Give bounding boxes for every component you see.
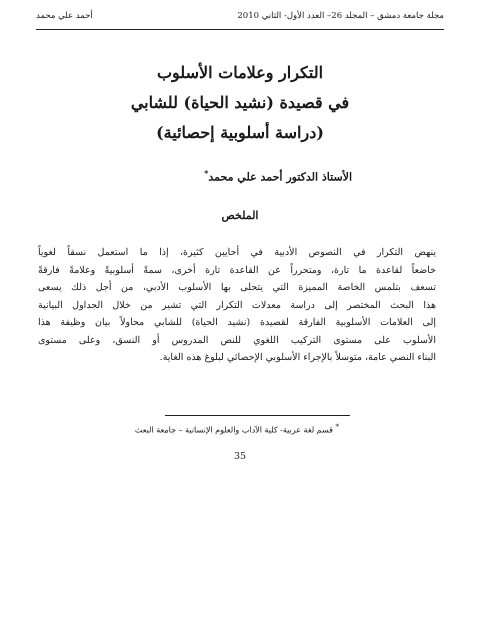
- footnote-text: قسم لغة عربية- كلية الآداب والعلوم الإنسانية – جامعة البعث: [134, 425, 333, 435]
- abstract-body: [38, 244, 436, 367]
- author-footnote-mark: *: [204, 168, 209, 178]
- footnote-mark: *: [335, 423, 339, 431]
- abstract-line: هذا البحث المختصر إلى دراسة معدلات التكرار التي تشير من خلال الجداول البيانية: [38, 299, 436, 311]
- header-rule: [36, 29, 444, 30]
- running-header-journal: مجلة جامعة دمشق – المجلد 26– العدد الأول- الثاني 2010: [237, 11, 444, 21]
- footnote: [135, 423, 339, 435]
- author-name: الأستاذ الدكتور أحمد علي محمد: [208, 170, 352, 184]
- author-byline: [204, 168, 352, 184]
- abstract-line: ينهض التكرار في النصوص الأدبية في أحايين كثيرة، إذا ما استعمل نسقاً لغوياً: [38, 247, 436, 258]
- title-line-2: في قصيدة (نشيد الحياة) للشابي: [130, 93, 350, 112]
- title-line-1: التكرار وعلامات الأسلوب: [156, 63, 324, 82]
- abstract-line: خاضعاً لقاعدة ما تارة، ومتحرراً عن القاعدة تارة أخرى، سمةً أسلوبيةً وعلامةً فارقةً: [38, 264, 436, 276]
- running-header-author: أحمد علي محمد: [36, 11, 93, 21]
- abstract-line: تسعف بتلمس الخاصة المميزة التي يتحلى بها الأسلوب الأدبي، من أجل ذلك يسعى: [38, 282, 436, 293]
- abstract-line: الأسلوب على مستوى التركيب اللغوي للنص المدروس أو النسق، وعلى مستوى: [38, 334, 436, 346]
- abstract-line: إلى العلامات الأسلوبية الفارقة لقصيدة (نشيد الحياة) للشابي محاولاً بيان وظيفة هذا: [38, 317, 436, 328]
- footnote-rule: [165, 415, 350, 416]
- page-number: 35: [233, 451, 247, 462]
- running-header: [36, 11, 444, 27]
- abstract-heading: الملخص: [221, 209, 259, 222]
- title-line-3: (دراسة أسلوبية إحصائية): [156, 123, 324, 142]
- paper-title: [60, 58, 420, 148]
- abstract-line: البناء النصي عامة، متوسلاً بالإجراء الأسلوبي الإحصائي لبلوغ هذه الغاية.: [159, 352, 436, 363]
